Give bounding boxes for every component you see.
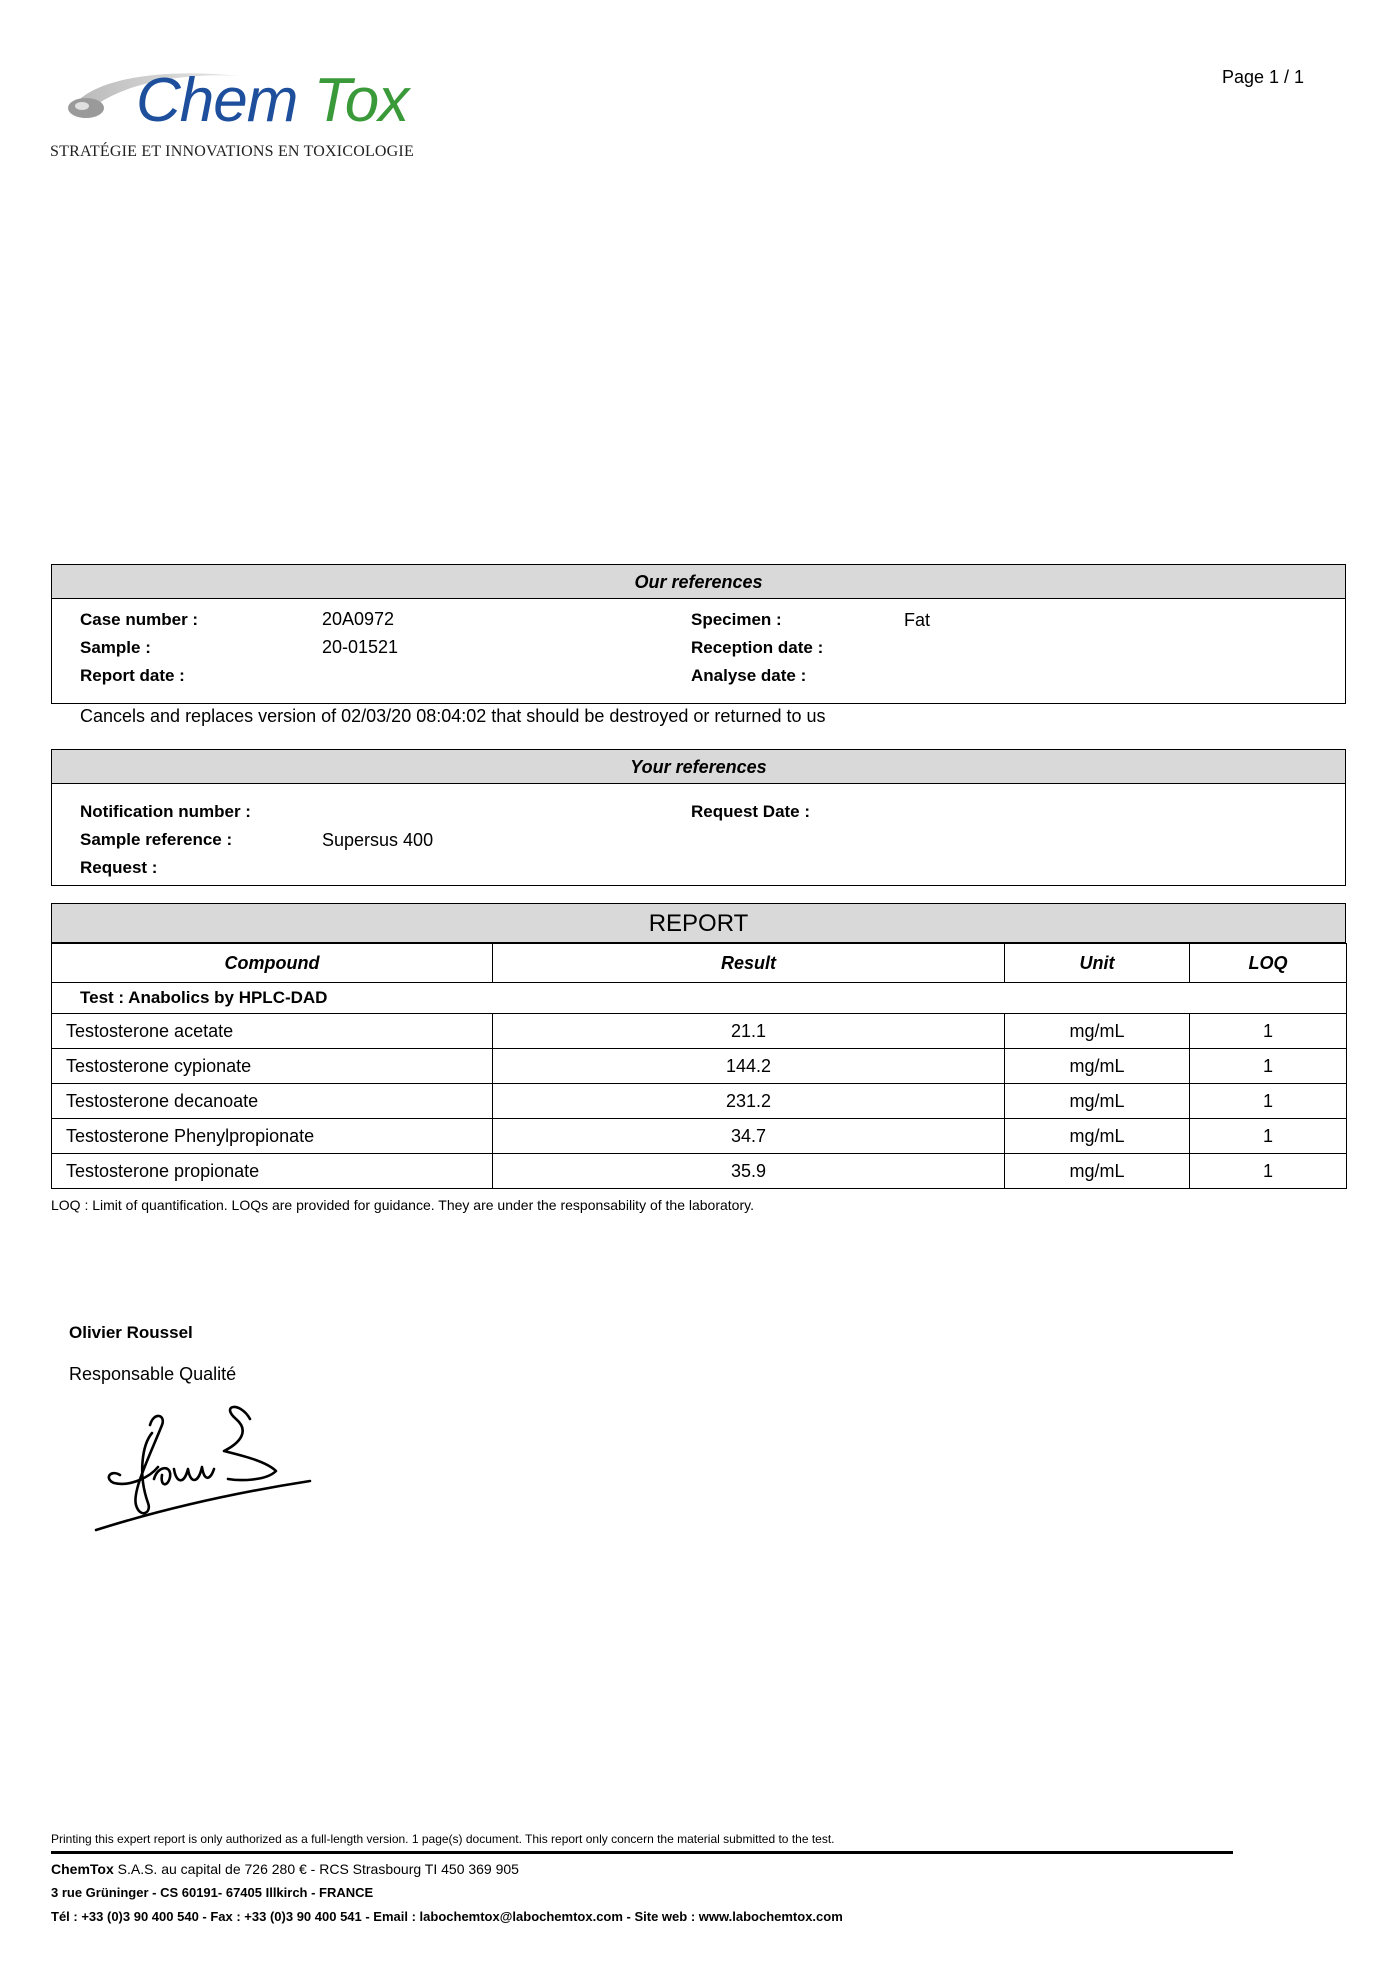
compound-cell: Testosterone acetate [52, 1014, 493, 1049]
our-references-title: Our references [52, 565, 1345, 599]
loq-cell: 1 [1190, 1084, 1347, 1119]
cancels-note: Cancels and replaces version of 02/03/20 08:04:02 that should be destroyed or returned to us [80, 706, 826, 726]
compound-cell: Testosterone cypionate [52, 1049, 493, 1084]
table-header-row [52, 944, 1347, 983]
analyse-date-label: Analyse date : [691, 666, 807, 685]
your-references-box [51, 749, 1346, 886]
loq-cell: 1 [1190, 1154, 1347, 1189]
compound-cell: Testosterone decanoate [52, 1084, 493, 1119]
case-number-value: 20A0972 [322, 609, 395, 629]
reception-date-label: Reception date : [691, 638, 824, 657]
column-header-loq: LOQ [1190, 944, 1347, 983]
footer-company-name: ChemTox [51, 1861, 114, 1877]
footer-contact: Tél : +33 (0)3 90 400 540 - Fax : +33 (0)3 90 400 541 - Email : labochemtox@labochemtox.com - Site web : www.labochemtox.com [51, 1909, 843, 1924]
report-title: REPORT [51, 903, 1346, 943]
column-header-result: Result [493, 944, 1005, 983]
loq-cell: 1 [1190, 1014, 1347, 1049]
footer-address: 3 rue Grüninger - CS 60191- 67405 Illkirch - FRANCE [51, 1885, 374, 1900]
table-row [52, 1119, 1347, 1154]
footer-company-details: S.A.S. au capital de 726 280 € - RCS Strasbourg TI 450 369 905 [113, 1861, 519, 1877]
sample-reference-label: Sample reference : [80, 830, 233, 849]
column-header-unit: Unit [1005, 944, 1190, 983]
loq-footnote: LOQ : Limit of quantification. LOQs are provided for guidance. They are under the responsability of the laboratory. [51, 1197, 754, 1213]
specimen-value: Fat [904, 610, 931, 630]
result-cell: 231.2 [493, 1084, 1005, 1119]
our-references-box [51, 564, 1346, 704]
notification-number-label: Notification number : [80, 802, 251, 821]
test-group-row [52, 983, 1347, 1014]
table-row [52, 1014, 1347, 1049]
unit-cell: mg/mL [1005, 1119, 1190, 1154]
case-number-label: Case number : [80, 610, 199, 629]
report-date-label: Report date : [80, 666, 185, 685]
column-header-compound: Compound [52, 944, 493, 983]
result-cell: 34.7 [493, 1119, 1005, 1154]
signer-role: Responsable Qualité [69, 1364, 237, 1384]
table-row [52, 1154, 1347, 1189]
sample-reference-value: Supersus 400 [322, 830, 434, 850]
result-cell: 144.2 [493, 1049, 1005, 1084]
logo-tagline: STRATÉGIE ET INNOVATIONS EN TOXICOLOGIE [50, 143, 414, 160]
report-section [51, 903, 1346, 1189]
request-label: Request : [80, 858, 158, 877]
table-row [52, 1084, 1347, 1119]
logo-wordmark: Chem Tox [136, 66, 409, 135]
result-cell: 35.9 [493, 1154, 1005, 1189]
footer-fine-print: Printing this expert report is only authorized as a full-length version. 1 page(s) document. This report only concern the material submitted to the test. [51, 1832, 835, 1846]
signer-name: Olivier Roussel [69, 1323, 193, 1342]
unit-cell: mg/mL [1005, 1049, 1190, 1084]
footer-company [51, 1861, 519, 1877]
footer-divider [51, 1851, 1233, 1854]
unit-cell: mg/mL [1005, 1014, 1190, 1049]
test-label: Test : Anabolics by HPLC-DAD [52, 983, 1347, 1014]
request-date-label: Request Date : [691, 802, 811, 821]
loq-cell: 1 [1190, 1049, 1347, 1084]
result-cell: 21.1 [493, 1014, 1005, 1049]
sample-value: 20-01521 [322, 637, 399, 657]
page-number: Page 1 / 1 [1222, 67, 1305, 87]
compound-cell: Testosterone Phenylpropionate [52, 1119, 493, 1154]
loq-cell: 1 [1190, 1119, 1347, 1154]
compound-cell: Testosterone propionate [52, 1154, 493, 1189]
table-row [52, 1049, 1347, 1084]
handwritten-signature [90, 1395, 330, 1540]
specimen-label: Specimen : [691, 610, 782, 629]
sample-label: Sample : [80, 638, 151, 657]
your-references-title: Your references [52, 750, 1345, 784]
unit-cell: mg/mL [1005, 1154, 1190, 1189]
unit-cell: mg/mL [1005, 1084, 1190, 1119]
results-table [51, 943, 1347, 1189]
chemtox-logo [50, 58, 430, 168]
